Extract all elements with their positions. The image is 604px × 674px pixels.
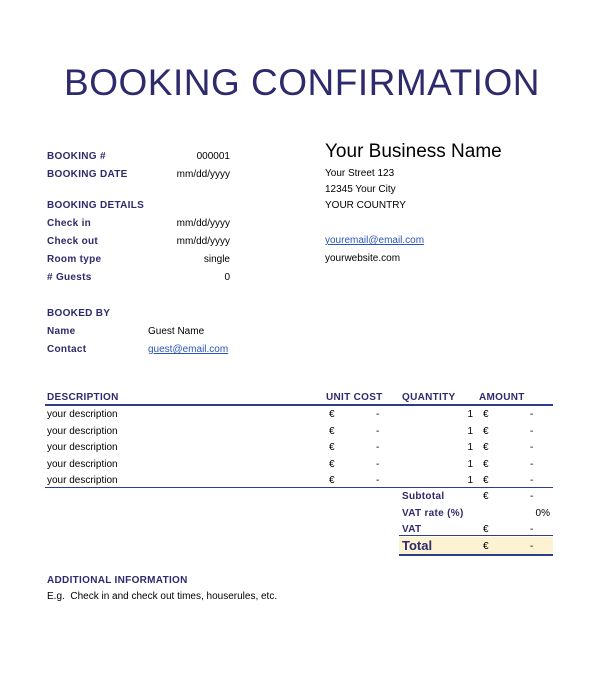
table-row-unit-currency: € xyxy=(329,442,335,453)
guest-name-value: Guest Name xyxy=(148,326,205,337)
table-row-amount-value: - xyxy=(530,459,534,470)
table-row-description: your description xyxy=(47,426,118,437)
business-country: YOUR COUNTRY xyxy=(325,200,406,211)
guests-label: # Guests xyxy=(47,272,92,283)
business-street: Your Street 123 xyxy=(325,168,395,179)
quantity-header: QUANTITY xyxy=(402,392,456,403)
contact-email-link[interactable]: guest@email.com xyxy=(148,344,229,355)
table-row-quantity: 1 xyxy=(467,459,473,470)
subtotal-value: - xyxy=(530,491,534,502)
booking-number-value: 000001 xyxy=(196,151,230,162)
business-email-link[interactable]: youremail@email.com xyxy=(325,235,425,246)
table-row-quantity: 1 xyxy=(467,475,473,486)
total-top-rule xyxy=(399,535,553,536)
table-row-amount-value: - xyxy=(530,426,534,437)
header-rule xyxy=(45,404,553,406)
vat-rate-label: VAT rate (%) xyxy=(402,508,464,519)
table-row-amount-currency: € xyxy=(483,475,489,486)
unit-cost-header: UNIT COST xyxy=(326,392,383,403)
total-value: - xyxy=(530,541,534,552)
booking-details-heading: BOOKING DETAILS xyxy=(47,200,145,211)
vat-rate-value: 0% xyxy=(535,508,550,519)
booking-date-value: mm/dd/yyyy xyxy=(176,169,230,180)
table-row-unit-value: - xyxy=(376,426,380,437)
checkin-label: Check in xyxy=(47,218,92,229)
table-row-amount-value: - xyxy=(530,409,534,420)
total-bottom-rule xyxy=(399,554,553,556)
table-row-quantity: 1 xyxy=(467,409,473,420)
business-website: yourwebsite.com xyxy=(325,253,401,264)
table-row-quantity: 1 xyxy=(467,426,473,437)
subtotal-label: Subtotal xyxy=(402,491,445,502)
table-row-unit-value: - xyxy=(376,442,380,453)
checkout-label: Check out xyxy=(47,236,99,247)
table-row-unit-value: - xyxy=(376,475,380,486)
roomtype-value: single xyxy=(203,254,230,265)
guests-value: 0 xyxy=(224,272,230,283)
vat-label: VAT xyxy=(402,524,422,535)
booked-by-heading: BOOKED BY xyxy=(47,308,111,319)
table-row-amount-currency: € xyxy=(483,459,489,470)
guest-name-label: Name xyxy=(47,326,76,337)
additional-info-text: E.g. Check in and check out times, houserules, etc. xyxy=(47,591,278,602)
additional-info-heading: ADDITIONAL INFORMATION xyxy=(47,575,188,586)
table-bottom-rule xyxy=(45,487,553,488)
checkin-value: mm/dd/yyyy xyxy=(176,218,230,229)
table-row-unit-value: - xyxy=(376,459,380,470)
vat-currency: € xyxy=(483,524,489,535)
vat-value: - xyxy=(530,524,534,535)
table-row-amount-currency: € xyxy=(483,442,489,453)
booking-number-label: BOOKING # xyxy=(47,151,106,162)
table-row-amount-currency: € xyxy=(483,426,489,437)
business-name: Your Business Name xyxy=(325,141,502,162)
table-row-description: your description xyxy=(47,459,118,470)
table-row-unit-value: - xyxy=(376,409,380,420)
table-row-unit-currency: € xyxy=(329,409,335,420)
description-header: DESCRIPTION xyxy=(47,392,119,403)
table-row-description: your description xyxy=(47,409,118,420)
table-row-description: your description xyxy=(47,475,118,486)
booking-date-label: BOOKING DATE xyxy=(47,169,128,180)
amount-header: AMOUNT xyxy=(479,392,525,403)
subtotal-currency: € xyxy=(483,491,489,502)
page-title: BOOKING CONFIRMATION xyxy=(64,62,540,103)
table-row-unit-currency: € xyxy=(329,475,335,486)
checkout-value: mm/dd/yyyy xyxy=(176,236,230,247)
contact-label: Contact xyxy=(47,344,87,355)
table-row-unit-currency: € xyxy=(329,459,335,470)
business-city: 12345 Your City xyxy=(325,184,396,195)
table-row-quantity: 1 xyxy=(467,442,473,453)
table-row-unit-currency: € xyxy=(329,426,335,437)
table-row-amount-currency: € xyxy=(483,409,489,420)
table-row-amount-value: - xyxy=(530,442,534,453)
table-row-amount-value: - xyxy=(530,475,534,486)
total-label: Total xyxy=(402,538,433,553)
roomtype-label: Room type xyxy=(47,254,102,265)
total-currency: € xyxy=(483,541,489,552)
table-row-description: your description xyxy=(47,442,118,453)
